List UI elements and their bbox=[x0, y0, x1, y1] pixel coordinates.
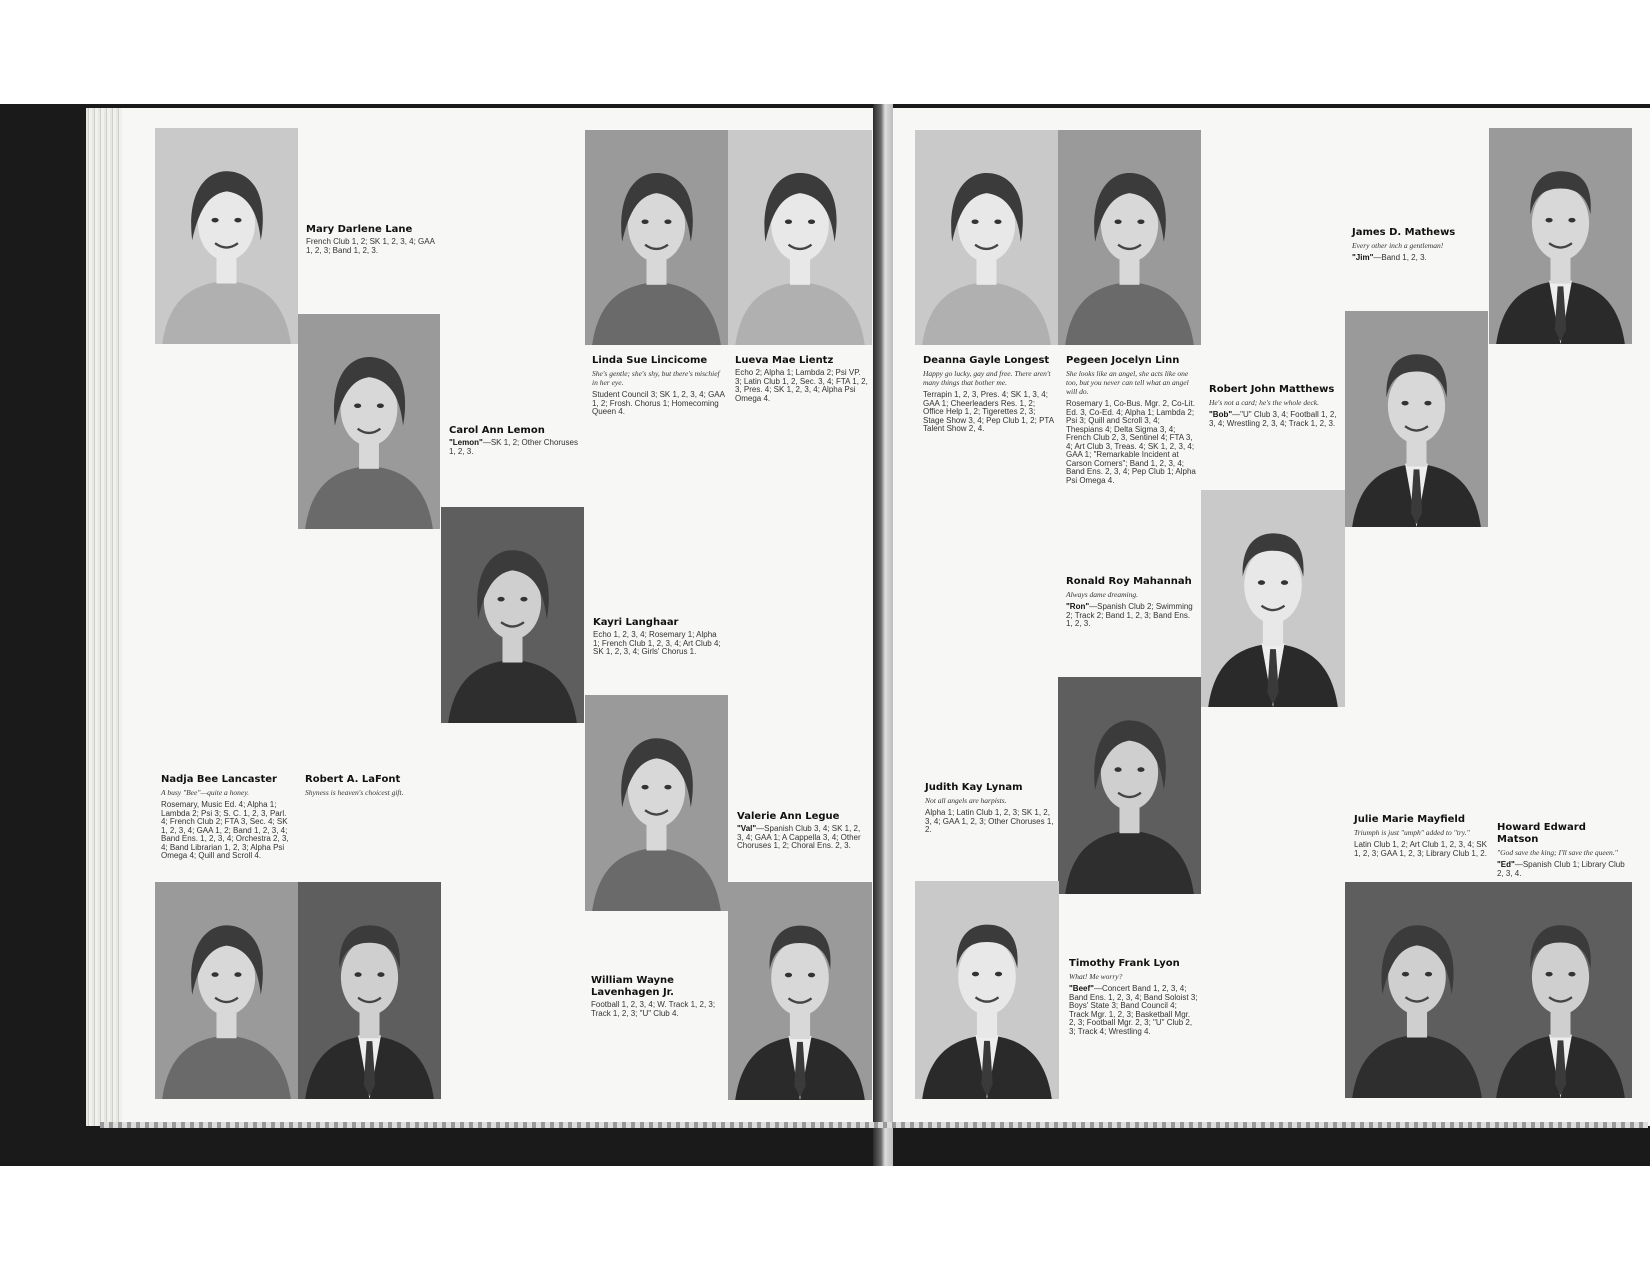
student-nickname: "Beef" bbox=[1069, 984, 1094, 993]
portrait-figure bbox=[441, 507, 584, 723]
portrait-eye bbox=[1568, 972, 1575, 977]
portrait-photo bbox=[298, 314, 440, 529]
student-activities-line bbox=[449, 439, 584, 456]
student-entry bbox=[305, 774, 440, 801]
student-quote: What! Me worry? bbox=[1069, 972, 1123, 981]
student-entry bbox=[1066, 355, 1198, 485]
student-entry bbox=[449, 425, 584, 456]
student-activities: —Spanish Club 2; Swimming 2; Track 2; Band 1, 2, 3; Band Ens. 1, 2, 3. bbox=[1066, 602, 1193, 628]
student-name: Mary Darlene Lane bbox=[306, 224, 413, 235]
student-quote: She looks like an angel, she acts like one too, but you never can tell what an angel will do. bbox=[1066, 369, 1189, 396]
portrait-photo bbox=[728, 882, 872, 1100]
student-entry bbox=[592, 355, 725, 417]
portrait-eye bbox=[785, 973, 792, 978]
student-activities: Rosemary, Music Ed. 4; Alpha 1; Lambda 2; Psi 3; S. C. 1, 2, 3, Parl. 4; French Club 2; FTA 3, Sec. 4; SK 1, 2, 3, 4; GAA 1, 2; Band 1, 2, 3, 4; Band Ens. 1, 2, 3, 4; Orchestra 2, 3, 4; Band Librarian 1, 2, 3; Alpha Psi Omega 4; Quill and Scroll 4. bbox=[161, 800, 289, 860]
portrait-figure bbox=[1345, 882, 1489, 1098]
portrait-figure bbox=[1058, 130, 1201, 345]
portrait-eye bbox=[1402, 972, 1409, 977]
student-entry bbox=[306, 224, 441, 255]
student-quote: Happy go lucky, gay and free. There aren't many things that bother me. bbox=[923, 369, 1051, 387]
student-activities: Rosemary 1, Co-Bus. Mgr. 2, Co-Lit. Ed. 3, Co-Ed. 4; Alpha 1; Lambda 2; Psi 3; Quill and Scroll 3, 4; Thespians 4; Delta Sigma 3, 4; French Club 2, 3, Sentinel 4; FTA 3, 4; Art Club 3, Treas. 4; SK 1, 2, 3, 4; GAA 1; "Remarkable Incident at Carson Corners"; Band 1, 2, 3, 4; Band Ens. 2, 3, 4; Pep Club 1; Alpha Psi Omega 4. bbox=[1066, 399, 1196, 485]
portrait-eye bbox=[377, 403, 384, 408]
portrait-eye bbox=[1258, 580, 1265, 585]
portrait-photo bbox=[1201, 490, 1345, 707]
student-activities: Echo 2; Alpha 1; Lambda 2; Psi VP. 3; Latin Club 1, 2, Sec. 3, 4; FTA 1, 2, 3, Pres. 4; SK 1, 2, 3, 4; Alpha Psi Omega 4. bbox=[735, 368, 868, 403]
student-nickname: "Val" bbox=[737, 824, 757, 833]
portrait-figure bbox=[298, 314, 440, 529]
student-entry bbox=[1069, 958, 1198, 1036]
portrait-photo bbox=[585, 695, 728, 911]
portrait-photo bbox=[155, 882, 298, 1099]
portrait-eye bbox=[1545, 972, 1552, 977]
portrait-eye bbox=[1281, 580, 1288, 585]
portrait-eye bbox=[664, 219, 671, 224]
portrait-figure bbox=[1345, 311, 1488, 527]
portrait-photo bbox=[441, 507, 584, 723]
student-entry bbox=[591, 975, 722, 1018]
portrait-eye bbox=[354, 972, 361, 977]
student-name: Nadja Bee Lancaster bbox=[161, 774, 277, 785]
student-activities-line bbox=[1352, 254, 1484, 263]
portrait-figure bbox=[915, 881, 1059, 1099]
student-entry bbox=[1497, 822, 1629, 878]
student-name: Judith Kay Lynam bbox=[925, 782, 1023, 793]
portrait-eye bbox=[664, 785, 671, 790]
portrait-eye bbox=[1545, 218, 1552, 223]
student-activities: —"U" Club 3, 4; Football 1, 2, 3, 4; Wrestling 2, 3, 4; Track 1, 2, 3. bbox=[1209, 410, 1337, 428]
student-name: Deanna Gayle Longest bbox=[923, 355, 1050, 366]
student-nickname: "Ed" bbox=[1497, 860, 1515, 869]
portrait-photo bbox=[1058, 677, 1201, 894]
student-entry bbox=[1354, 814, 1487, 858]
student-activities-line bbox=[1497, 861, 1629, 878]
portrait-photo bbox=[1345, 311, 1488, 527]
student-activities: —Spanish Club 3, 4; SK 1, 2, 3, 4; GAA 1; A Cappella 3, 4; Other Choruses 1, 2; Choral Ens. 2, 3. bbox=[737, 824, 861, 850]
student-name: Robert A. LaFont bbox=[305, 774, 401, 785]
portrait-figure bbox=[915, 130, 1058, 345]
portrait-eye bbox=[1137, 767, 1144, 772]
student-name: Kayri Langhaar bbox=[593, 617, 679, 628]
student-name: Ronald Roy Mahannah bbox=[1066, 576, 1192, 587]
student-activities: Latin Club 1, 2; Art Club 1, 2, 3, 4; SK 1, 2, 3; GAA 1, 2, 3; Library Club 1, 2. bbox=[1354, 840, 1487, 858]
portrait-eye bbox=[972, 972, 979, 977]
portrait-eye bbox=[497, 597, 504, 602]
student-entry bbox=[593, 617, 725, 657]
student-quote: A busy "Bee"—quite a honey. bbox=[161, 788, 250, 797]
student-entry bbox=[1352, 227, 1484, 263]
portrait-eye bbox=[641, 785, 648, 790]
portrait-photo bbox=[915, 130, 1058, 345]
portrait-eye bbox=[234, 218, 241, 223]
student-entry bbox=[1209, 384, 1341, 428]
portrait-eye bbox=[808, 973, 815, 978]
portrait-eye bbox=[1401, 401, 1408, 406]
portrait-eye bbox=[1114, 219, 1121, 224]
portrait-eye bbox=[520, 597, 527, 602]
portrait-face bbox=[1532, 186, 1589, 261]
student-activities: Terrapin 1, 2, 3, Pres. 4; SK 1, 3, 4; GAA 1; Cheerleaders Res. 1, 2; Office Help 1, 2; Tigerettes 2, 3; Stage Show 3, 4; Pep Club 1, 2; PTA Talent Show 2, 4. bbox=[923, 390, 1054, 433]
student-name: Lueva Mae Lientz bbox=[735, 355, 834, 366]
portrait-photo bbox=[298, 882, 441, 1099]
portrait-photo bbox=[1345, 882, 1489, 1098]
portrait-figure bbox=[298, 882, 441, 1099]
portrait-eye bbox=[995, 972, 1002, 977]
portrait-eye bbox=[377, 972, 384, 977]
student-activities: —Spanish Club 1; Library Club 2, 3, 4. bbox=[1497, 860, 1625, 878]
portrait-figure bbox=[585, 130, 728, 345]
portrait-eye bbox=[1114, 767, 1121, 772]
student-entry bbox=[1066, 576, 1197, 629]
portrait-face bbox=[1532, 940, 1589, 1015]
portrait-figure bbox=[1058, 677, 1201, 894]
portrait-figure bbox=[1201, 490, 1345, 707]
portrait-eye bbox=[785, 219, 792, 224]
student-activities: French Club 1, 2; SK 1, 2, 3, 4; GAA 1, 2, 3; Band 1, 2, 3. bbox=[306, 237, 435, 255]
student-name: James D. Mathews bbox=[1352, 227, 1456, 238]
portrait-figure bbox=[155, 128, 298, 344]
student-activities: Alpha 1; Latin Club 1, 2, 3; SK 1, 2, 3, 4; GAA 1, 2, 3; Other Choruses 1, 2. bbox=[925, 808, 1054, 834]
portrait-face bbox=[958, 939, 1016, 1015]
student-nickname: "Jim" bbox=[1352, 253, 1374, 262]
student-quote: Always dame dreaming. bbox=[1066, 590, 1139, 599]
student-quote: He's not a card; he's the whole deck. bbox=[1209, 398, 1319, 407]
student-quote: Not all angels are harpists. bbox=[925, 796, 1007, 805]
student-activities-line bbox=[737, 825, 868, 851]
student-name: Linda Sue Lincicome bbox=[592, 355, 708, 366]
portrait-eye bbox=[1568, 218, 1575, 223]
student-activities: Football 1, 2, 3, 4; W. Track 1, 2, 3; Track 1, 2, 3; "U" Club 4. bbox=[591, 1000, 716, 1018]
portrait-figure bbox=[585, 695, 728, 911]
bottom-page-edge bbox=[100, 1122, 1648, 1128]
portrait-photo bbox=[1489, 882, 1632, 1098]
portrait-photo bbox=[155, 128, 298, 344]
student-quote: Shyness is heaven's choicest gift. bbox=[305, 788, 404, 797]
portrait-figure bbox=[1489, 882, 1632, 1098]
student-quote: Every other inch a gentleman! bbox=[1352, 241, 1444, 250]
book-gutter bbox=[873, 104, 893, 1166]
portrait-photo bbox=[915, 881, 1059, 1099]
portrait-eye bbox=[1137, 219, 1144, 224]
portrait-eye bbox=[641, 219, 648, 224]
student-name: Julie Marie Mayfield bbox=[1354, 814, 1465, 825]
student-nickname: "Lemon" bbox=[449, 438, 483, 447]
student-nickname: "Ron" bbox=[1066, 602, 1090, 611]
student-entry bbox=[923, 355, 1054, 434]
portrait-face bbox=[1388, 369, 1445, 444]
student-activities-line bbox=[1209, 411, 1341, 428]
student-nickname: "Bob" bbox=[1209, 410, 1233, 419]
portrait-photo bbox=[1489, 128, 1632, 344]
portrait-eye bbox=[354, 403, 361, 408]
student-activities: —SK 1, 2; Other Choruses 1, 2, 3. bbox=[449, 438, 578, 456]
student-activities: —Concert Band 1, 2, 3, 4; Band Ens. 1, 2, 3, 4; Band Soloist 3; Boys' State 3; Band Council 4; Track Mgr. 1, 2, 3; Basketball Mgr. 2, 3; Football Mgr. 2, 3; "U" Club 2, 3; Track 4; Wrestling 4. bbox=[1069, 984, 1198, 1036]
portrait-eye bbox=[808, 219, 815, 224]
portrait-face bbox=[771, 940, 829, 1016]
portrait-eye bbox=[971, 219, 978, 224]
student-entry bbox=[737, 811, 868, 851]
portrait-figure bbox=[728, 882, 872, 1100]
student-activities: —Band 1, 2, 3. bbox=[1373, 253, 1427, 262]
portrait-figure bbox=[155, 882, 298, 1099]
portrait-eye bbox=[211, 972, 218, 977]
student-activities-line bbox=[1066, 603, 1197, 629]
student-quote: "God save the king; I'll save the queen." bbox=[1497, 848, 1618, 857]
student-name: Howard Edward Matson bbox=[1497, 822, 1586, 845]
portrait-face bbox=[1244, 548, 1302, 623]
student-activities-line bbox=[1069, 985, 1198, 1036]
portrait-photo bbox=[585, 130, 728, 345]
portrait-figure bbox=[1489, 128, 1632, 344]
portrait-eye bbox=[234, 972, 241, 977]
portrait-photo bbox=[1058, 130, 1201, 345]
student-name: William Wayne Lavenhagen Jr. bbox=[591, 975, 674, 998]
page-edges bbox=[86, 108, 122, 1126]
student-entry bbox=[735, 355, 868, 403]
student-name: Carol Ann Lemon bbox=[449, 425, 545, 436]
student-quote: She's gentle; she's shy, but there's mischief in her eye. bbox=[592, 369, 720, 387]
portrait-eye bbox=[1424, 401, 1431, 406]
student-activities: Student Council 3; SK 1, 2, 3, 4; GAA 1, 2; Frosh. Chorus 1; Homecoming Queen 4. bbox=[592, 390, 725, 416]
portrait-face bbox=[341, 940, 398, 1015]
student-name: Timothy Frank Lyon bbox=[1069, 958, 1180, 969]
portrait-figure bbox=[728, 130, 872, 345]
portrait-eye bbox=[1425, 972, 1432, 977]
student-activities: Echo 1, 2, 3, 4; Rosemary 1; Alpha 1; French Club 1, 2, 3, 4; Art Club 4; SK 1, 2, 3, 4; Girls' Chorus 1. bbox=[593, 630, 721, 656]
student-name: Robert John Matthews bbox=[1209, 384, 1335, 395]
portrait-eye bbox=[994, 219, 1001, 224]
student-name: Pegeen Jocelyn Linn bbox=[1066, 355, 1180, 366]
portrait-eye bbox=[211, 218, 218, 223]
portrait-photo bbox=[728, 130, 872, 345]
student-entry bbox=[925, 782, 1054, 835]
student-name: Valerie Ann Legue bbox=[737, 811, 840, 822]
student-quote: Triumph is just "umph" added to "try." bbox=[1354, 828, 1470, 837]
student-entry bbox=[161, 774, 293, 861]
